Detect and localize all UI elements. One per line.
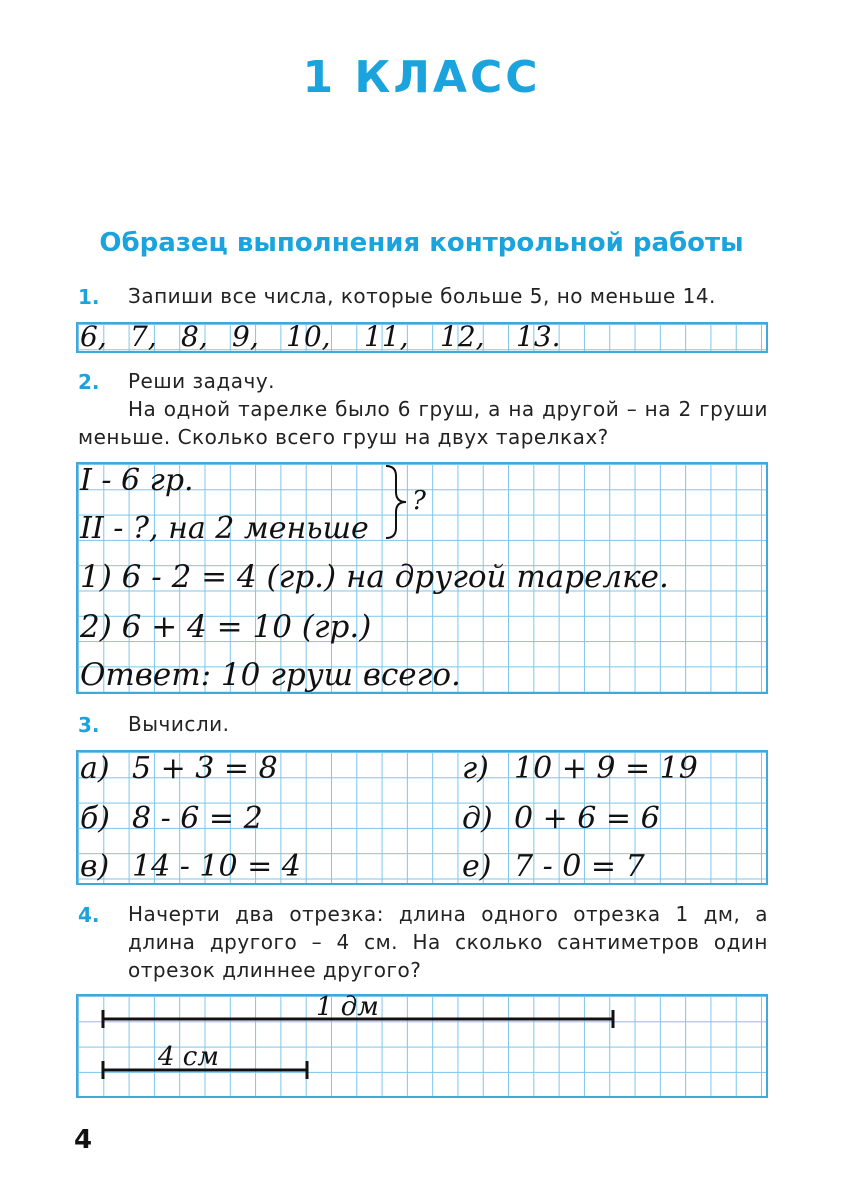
calc-expression: 8 - 6 = 2: [132, 801, 263, 836]
grade-title: 1 КЛАСС: [302, 52, 541, 103]
calc-letter: г): [462, 751, 489, 786]
task3-answers: [76, 750, 768, 885]
task2-number: 2.: [78, 370, 100, 394]
solution-line-3: 1) 6 - 2 = 4 (гр.) на другой тарелке.: [80, 559, 669, 595]
answer-number: 12,: [440, 320, 485, 353]
task4-drawing: [76, 994, 768, 1098]
answer-number: 7,: [130, 320, 157, 353]
answer-number: 9,: [232, 320, 259, 353]
solution-answer: Ответ: 10 груш всего.: [80, 657, 461, 693]
calc-letter: в): [80, 849, 110, 884]
answer-number: 6,: [80, 320, 107, 353]
calc-expression: 14 - 10 = 4: [132, 849, 301, 884]
calc-letter: д): [462, 801, 493, 836]
calc-expression: 7 - 0 = 7: [514, 849, 645, 884]
task1-number: 1.: [78, 285, 100, 309]
segment1-label: 1 дм: [316, 992, 379, 1022]
task2-solution: [76, 462, 768, 694]
solution-line-4: 2) 6 + 4 = 10 (гр.): [80, 609, 372, 645]
task3-number: 3.: [78, 713, 100, 737]
calc-letter: е): [462, 849, 492, 884]
task1-answers: [76, 322, 768, 353]
solution-line-2: II - ?, на 2 меньше: [80, 511, 369, 546]
brace-question: ?: [412, 486, 426, 516]
task2-label: Реши задачу.: [128, 369, 276, 393]
answer-number: 10,: [286, 320, 331, 353]
page-number: 4: [74, 1125, 93, 1155]
segment2-label: 4 см: [158, 1042, 219, 1072]
answer-number: 13.: [516, 320, 561, 353]
task4-number: 4.: [78, 903, 100, 927]
calc-letter: а): [80, 751, 110, 786]
calc-expression: 10 + 9 = 19: [514, 751, 698, 786]
brace-icon: [382, 462, 412, 542]
calc-expression: 0 + 6 = 6: [514, 801, 660, 836]
task3-label: Вычисли.: [128, 712, 230, 736]
answer-number: 11,: [364, 320, 409, 353]
solution-line-1: I - 6 гр.: [80, 463, 194, 498]
calc-expression: 5 + 3 = 8: [132, 751, 278, 786]
answer-number: 8,: [181, 320, 208, 353]
worksheet-subtitle: Образец выполнения контрольной работы: [99, 228, 744, 258]
task4-text: Начерти два отрезка: длина одного отрезка 1 дм, а длина другого – 4 см. На сколько сантиметров один отрезок длиннее другого?: [128, 902, 768, 982]
task1-text: Запиши все числа, которые больше 5, но меньше 14.: [128, 284, 716, 308]
task2-text: На одной тарелке было 6 груш, а на другой – на 2 груши меньше. Сколько всего груш на двух тарелках?: [78, 397, 768, 449]
calc-letter: б): [80, 801, 111, 836]
